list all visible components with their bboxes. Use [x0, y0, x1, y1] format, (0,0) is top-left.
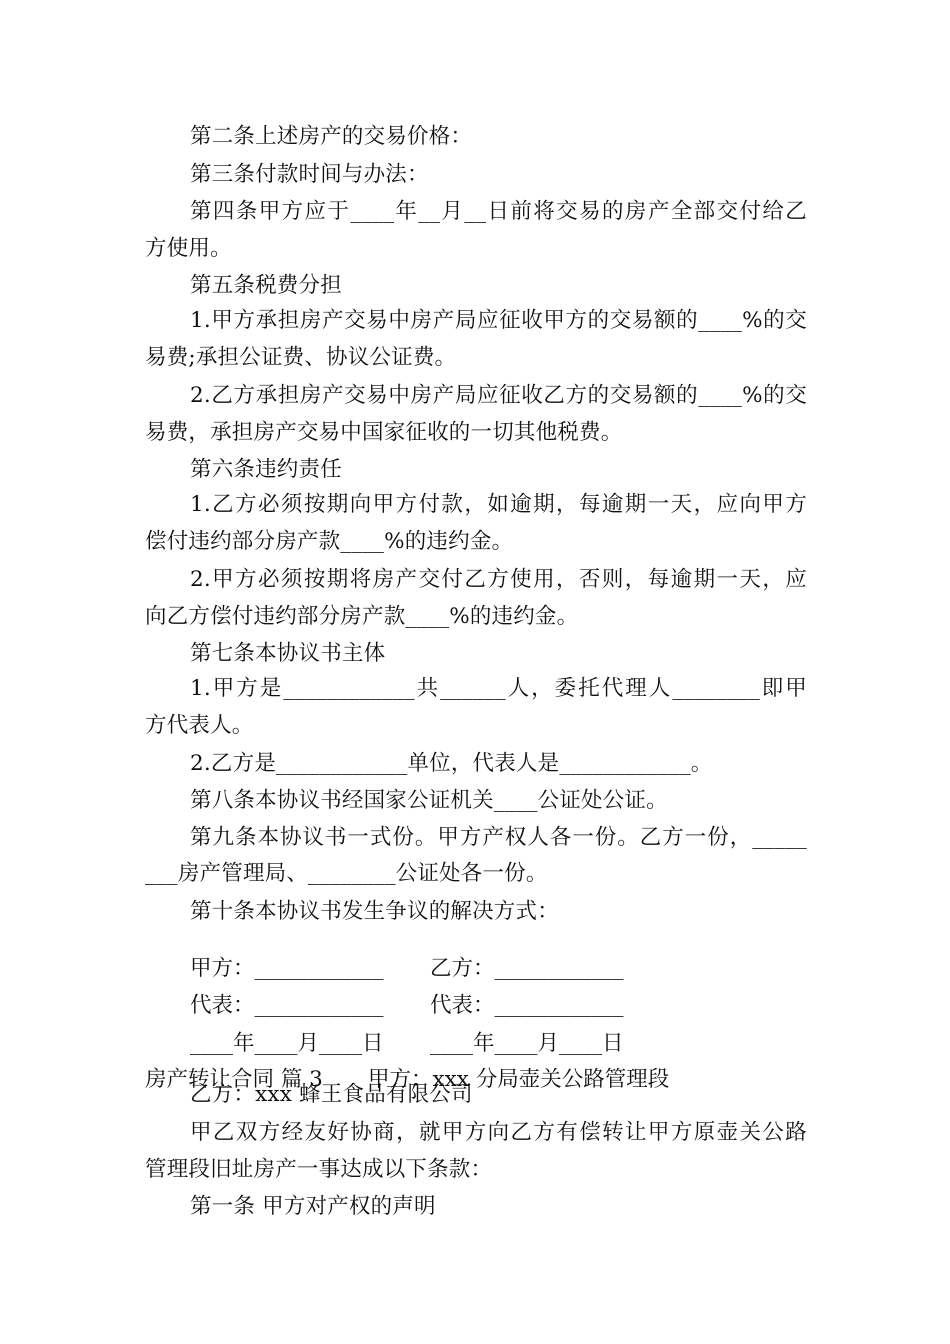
signature-date-a: ____年____月____日 [190, 1030, 384, 1056]
signature-party-b: 乙方：____________ [430, 955, 624, 981]
article-4-line1: 第四条甲方应于____年__月__日前将交易的房产全部交付给乙 [190, 199, 807, 224]
article-2: 第二条上述房产的交易价格： [190, 124, 473, 149]
article-6-heading: 第六条违约责任 [190, 457, 342, 482]
article-4-line2: 方使用。 [145, 236, 232, 261]
article-8: 第八条本协议书经国家公证机关____公证处公证。 [190, 788, 668, 813]
article-3: 第三条付款时间与办法： [190, 162, 429, 187]
section3-article-1: 第一条 甲方对产权的声明 [190, 1194, 436, 1219]
article-9-line1: 第九条本协议书一式份。甲方产权人各一份。乙方一份，_____ [190, 825, 807, 850]
article-5-item2-line1: 2.乙方承担房产交易中房产局应征收乙方的交易额的____%的交 [190, 383, 807, 408]
article-5-item2-line2: 易费，承担房产交易中国家征收的一切其他税费。 [145, 420, 623, 445]
article-6-item2-line1: 2.甲方必须按期将房产交付乙方使用，否则，每逾期一天，应 [190, 567, 807, 592]
signature-party-a: 甲方：____________ [190, 955, 384, 981]
article-7-item2: 2.乙方是____________单位，代表人是____________。 [190, 751, 713, 776]
section3-party-b: 乙方：xxx 蜂王食品有限公司 [190, 1082, 473, 1107]
signature-date-b: ____年____月____日 [430, 1030, 624, 1056]
article-7-item1-line1: 1.甲方是____________共______人，委托代理人________即甲 [190, 676, 807, 701]
article-7-item1-line2: 方代表人。 [145, 713, 254, 738]
article-5-item1-line2: 易费;承担公证费、协议公证费。 [145, 345, 457, 370]
article-10: 第十条本协议书发生争议的解决方式： [190, 899, 559, 924]
section3-intro-line1: 甲乙双方经友好协商，就甲方向乙方有偿转让甲方原壶关公路 [190, 1120, 807, 1145]
article-7-heading: 第七条本协议书主体 [190, 641, 386, 666]
signature-rep-b: 代表：____________ [430, 992, 624, 1018]
article-5-heading: 第五条税费分担 [190, 273, 342, 298]
signature-rep-a: 代表：____________ [190, 992, 384, 1018]
section3-intro-line2: 管理段旧址房产一事达成以下条款： [145, 1157, 493, 1182]
article-5-item1-line1: 1.甲方承担房产交易中房产局应征收甲方的交易额的____%的交 [190, 308, 807, 333]
article-6-item2-line2: 向乙方偿付违约部分房产款____%的违约金。 [145, 604, 579, 629]
section3-title: 房产转让合同 篇 3 [145, 1066, 323, 1092]
article-6-item1-line2: 偿付违约部分房产款____%的违约金。 [145, 529, 514, 554]
article-9-line2: ___房产管理局、________公证处各一份。 [145, 861, 548, 886]
section3-party-a: 甲方：xxx 分局壶关公路管理段 [368, 1066, 670, 1092]
article-6-item1-line1: 1.乙方必须按期向甲方付款，如逾期，每逾期一天，应向甲方 [190, 492, 807, 517]
